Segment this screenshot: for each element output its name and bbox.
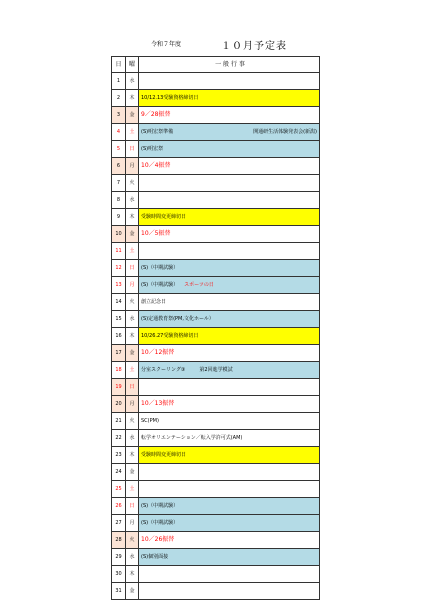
fiscal-year-label: 令和７年度 (151, 41, 182, 48)
weekday: 木 (126, 566, 139, 583)
event-content (141, 175, 319, 191)
event-content (141, 124, 319, 140)
weekday: 木 (126, 209, 139, 226)
event-content (141, 345, 319, 361)
day-number: 8 (112, 192, 126, 209)
event-cell (139, 464, 320, 481)
day-row (112, 311, 320, 328)
event-cell (139, 532, 320, 549)
event-cell (139, 566, 320, 583)
event-cell (139, 124, 320, 141)
day-number: 11 (112, 243, 126, 260)
day-row (112, 379, 320, 396)
event-cell (139, 311, 320, 328)
event-cell (139, 345, 320, 362)
event-cell (139, 328, 320, 345)
event-text: 10／4振替 (141, 162, 171, 169)
weekday: 火 (126, 413, 139, 430)
weekday: 水 (126, 430, 139, 447)
event-cell (139, 260, 320, 277)
weekday: 日 (126, 498, 139, 515)
day-number: 3 (112, 107, 126, 124)
day-row (112, 464, 320, 481)
day-number: 26 (112, 498, 126, 515)
event-text: (S)定通教育祭(PM,文化ホール） (141, 316, 214, 322)
weekday: 金 (126, 583, 139, 600)
event-secondary-text: 開通研生活体験発表会(新潟) (253, 129, 317, 135)
event-content (141, 532, 319, 548)
schedule-body (112, 57, 320, 600)
day-number: 20 (112, 396, 126, 413)
day-number: 18 (112, 362, 126, 379)
day-number: 5 (112, 141, 126, 158)
event-text: (S)個別面接 (141, 554, 169, 560)
event-cell (139, 294, 320, 311)
day-row (112, 362, 320, 379)
event-cell (139, 73, 320, 90)
weekday: 月 (126, 515, 139, 532)
day-number: 15 (112, 311, 126, 328)
event-content (141, 294, 319, 310)
date-column-header: 日 (112, 57, 126, 73)
event-cell (139, 481, 320, 498)
day-row (112, 430, 320, 447)
event-text: 10／13振替 (141, 400, 175, 407)
event-content (141, 226, 319, 242)
event-cell (139, 90, 320, 107)
schedule-table (111, 56, 320, 600)
day-number: 6 (112, 158, 126, 175)
weekday: 月 (126, 277, 139, 294)
page-header (0, 37, 424, 51)
day-number: 1 (112, 73, 126, 90)
event-content (141, 379, 319, 395)
event-content (141, 107, 319, 123)
event-content (141, 260, 319, 276)
day-row (112, 532, 320, 549)
day-row (112, 413, 320, 430)
weekday: 金 (126, 464, 139, 481)
event-content (141, 583, 319, 599)
event-cell (139, 583, 320, 600)
weekday: 日 (126, 260, 139, 277)
day-row (112, 107, 320, 124)
day-number: 25 (112, 481, 126, 498)
weekday: 水 (126, 192, 139, 209)
weekday: 土 (126, 481, 139, 498)
day-number: 16 (112, 328, 126, 345)
event-cell (139, 243, 320, 260)
event-column-header: 一 般 行 事 (139, 57, 320, 73)
event-text: 10/12.13受験資格締切日 (141, 95, 199, 101)
day-row (112, 124, 320, 141)
event-content (141, 498, 319, 514)
event-text: 10／5振替 (141, 230, 171, 237)
weekday: 日 (126, 379, 139, 396)
event-secondary-text: スポーツの日 (184, 282, 214, 288)
event-cell (139, 362, 320, 379)
day-number: 30 (112, 566, 126, 583)
event-cell (139, 515, 320, 532)
event-content (141, 192, 319, 208)
event-content (141, 566, 319, 582)
weekday: 水 (126, 73, 139, 90)
event-cell (139, 498, 320, 515)
event-cell (139, 107, 320, 124)
event-cell (139, 175, 320, 192)
event-text: 10/26.27受験資格締切日 (141, 333, 199, 339)
event-cell (139, 226, 320, 243)
weekday: 木 (126, 328, 139, 345)
event-content (141, 158, 319, 174)
day-row (112, 396, 320, 413)
weekday: 土 (126, 362, 139, 379)
event-content (141, 464, 319, 480)
day-row (112, 328, 320, 345)
event-cell (139, 158, 320, 175)
day-number: 27 (112, 515, 126, 532)
day-number: 31 (112, 583, 126, 600)
event-cell (139, 447, 320, 464)
weekday: 火 (126, 175, 139, 192)
day-number: 13 (112, 277, 126, 294)
day-number: 23 (112, 447, 126, 464)
event-text: (S)明宏祭準備 (141, 129, 174, 135)
weekday-column-header: 曜 (126, 57, 139, 73)
event-cell (139, 192, 320, 209)
event-text: 創立記念日 (141, 299, 167, 305)
day-row (112, 583, 320, 600)
event-text: (S)（中期試験） (141, 520, 179, 526)
day-row (112, 498, 320, 515)
event-content (141, 90, 319, 106)
event-content (141, 73, 319, 89)
event-content (141, 447, 319, 463)
day-number: 4 (112, 124, 126, 141)
event-content (141, 481, 319, 497)
day-row (112, 158, 320, 175)
day-row (112, 447, 320, 464)
event-text: 10／12振替 (141, 349, 175, 356)
event-text: (S)（中期試験） (141, 282, 179, 288)
event-text: 10／26振替 (141, 536, 175, 543)
event-secondary-text: 第2回進学模試 (199, 367, 233, 373)
day-number: 22 (112, 430, 126, 447)
day-number: 28 (112, 532, 126, 549)
day-number: 14 (112, 294, 126, 311)
weekday: 日 (126, 141, 139, 158)
day-number: 17 (112, 345, 126, 362)
day-row (112, 294, 320, 311)
event-cell (139, 141, 320, 158)
event-content (141, 396, 319, 412)
event-cell (139, 396, 320, 413)
day-number: 29 (112, 549, 126, 566)
weekday: 土 (126, 243, 139, 260)
day-number: 24 (112, 464, 126, 481)
event-text: 受験時間変更締切日 (141, 452, 187, 458)
weekday: 火 (126, 294, 139, 311)
day-row (112, 243, 320, 260)
weekday: 金 (126, 226, 139, 243)
event-content (141, 515, 319, 531)
event-text: 9／28振替 (141, 111, 171, 118)
day-row (112, 566, 320, 583)
weekday: 月 (126, 396, 139, 413)
event-text: (S)（中期試験） (141, 265, 179, 271)
weekday: 月 (126, 158, 139, 175)
event-text: (S)（中期試験） (141, 503, 179, 509)
weekday: 木 (126, 90, 139, 107)
event-cell (139, 379, 320, 396)
day-row (112, 209, 320, 226)
day-number: 12 (112, 260, 126, 277)
day-row (112, 192, 320, 209)
event-content (141, 362, 319, 378)
day-row (112, 549, 320, 566)
event-content (141, 328, 319, 344)
header-row (112, 57, 320, 73)
event-cell (139, 549, 320, 566)
day-row (112, 345, 320, 362)
event-content (141, 311, 319, 327)
weekday: 水 (126, 549, 139, 566)
event-cell (139, 430, 320, 447)
page-title: １０月予定表 (221, 41, 287, 52)
day-number: 9 (112, 209, 126, 226)
event-text: (S)明宏祭 (141, 146, 164, 152)
day-row (112, 73, 320, 90)
day-row (112, 515, 320, 532)
weekday: 土 (126, 124, 139, 141)
day-number: 2 (112, 90, 126, 107)
weekday: 金 (126, 345, 139, 362)
day-row (112, 260, 320, 277)
day-row (112, 141, 320, 158)
event-content (141, 549, 319, 565)
day-number: 19 (112, 379, 126, 396)
day-row (112, 481, 320, 498)
day-row (112, 277, 320, 294)
day-row (112, 175, 320, 192)
day-row (112, 90, 320, 107)
event-content (141, 243, 319, 259)
day-number: 10 (112, 226, 126, 243)
event-cell (139, 413, 320, 430)
event-content (141, 277, 319, 293)
weekday: 金 (126, 107, 139, 124)
weekday: 水 (126, 311, 139, 328)
weekday: 火 (126, 532, 139, 549)
event-text: SC(PM) (141, 418, 159, 424)
weekday: 木 (126, 447, 139, 464)
event-text: 受験時間変更締切日 (141, 214, 187, 220)
day-number: 7 (112, 175, 126, 192)
event-content (141, 413, 319, 429)
event-text: 転学オリエンテーション／転入学許可式(AM) (141, 435, 243, 441)
day-row (112, 226, 320, 243)
event-cell (139, 277, 320, 294)
event-content (141, 430, 319, 446)
event-content (141, 141, 319, 157)
event-content (141, 209, 319, 225)
day-number: 21 (112, 413, 126, 430)
event-cell (139, 209, 320, 226)
event-text: 分室スクーリング③ (141, 367, 186, 373)
